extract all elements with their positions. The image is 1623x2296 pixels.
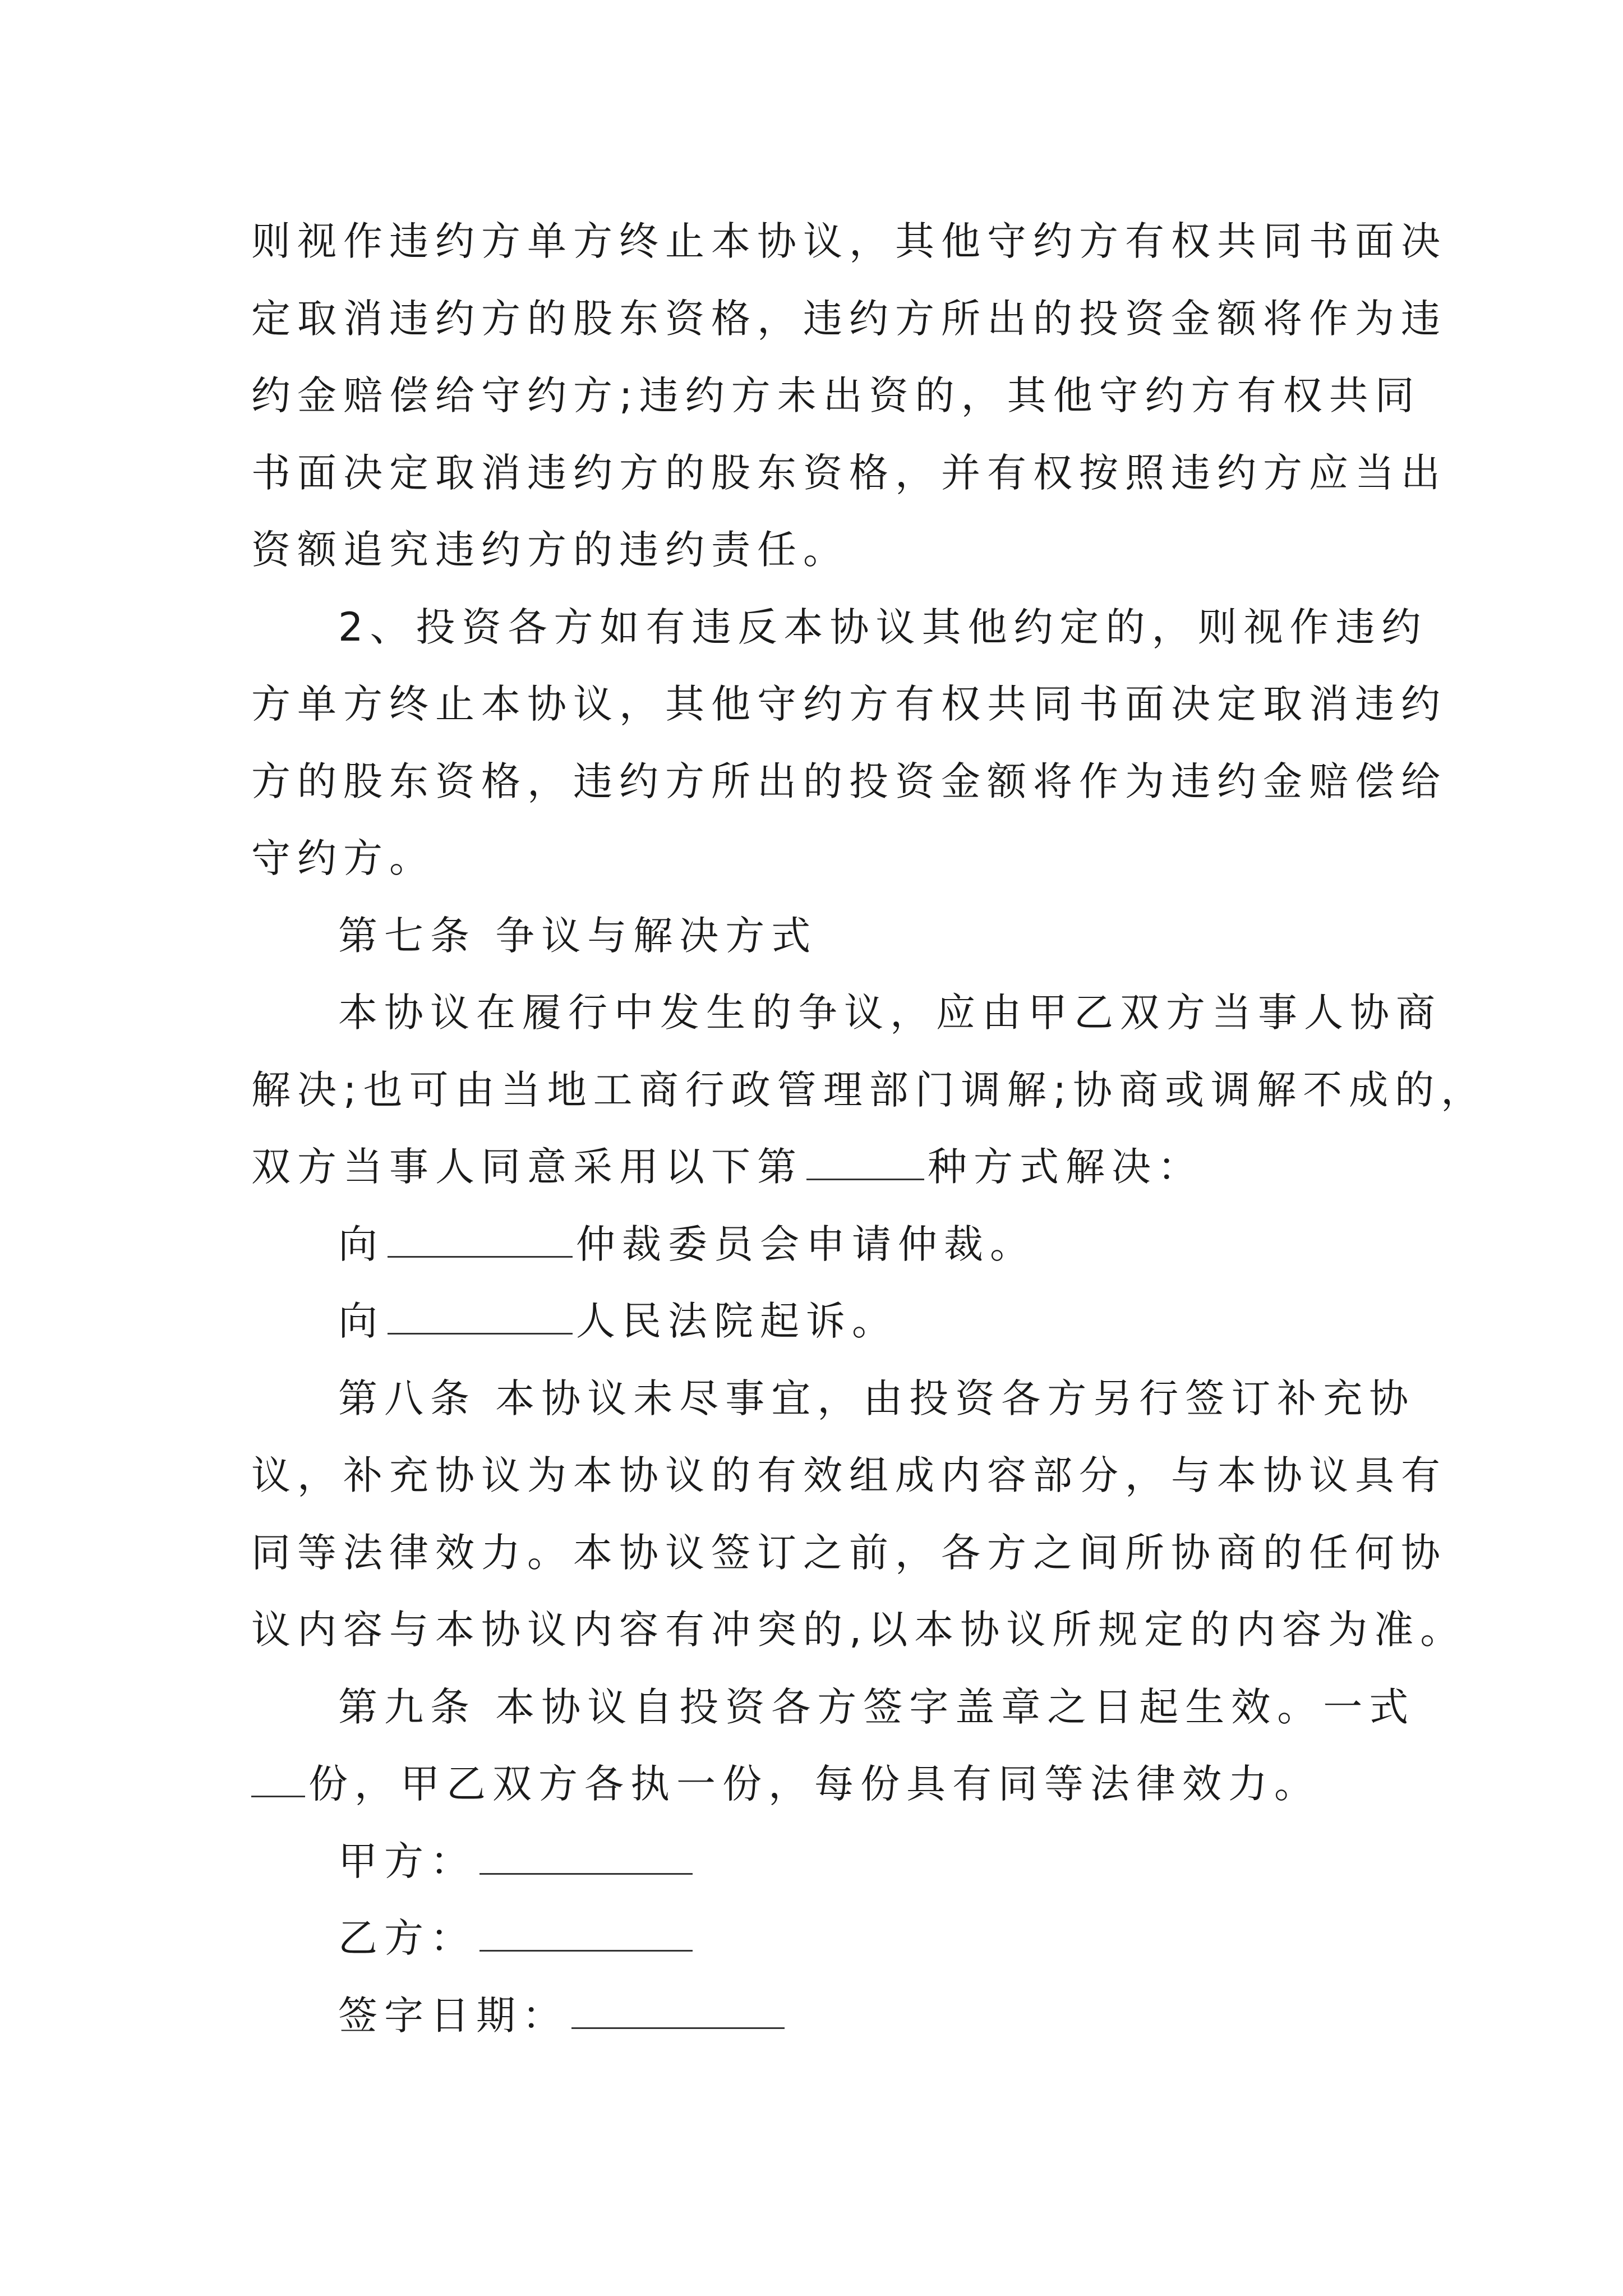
article-heading: 第七条 争议与解决方式 [338,913,818,959]
sign-date-blank[interactable] [571,1995,785,2029]
party-a-label: 甲方： [338,1838,476,1884]
choice-blank[interactable] [806,1146,924,1180]
paragraph-line: 书面决定取消违约方的股东资格，并有权按照违约方应当出 [251,450,1447,496]
sign-date-label: 签字日期： [338,1993,568,2039]
paragraph-line: 资额追究违约方的违约责任。 [251,527,849,573]
paragraph-line: 第八条 本协议未尽事宜，由投资各方另行签订补充协 [338,1375,1415,1421]
court-blank[interactable] [388,1300,573,1335]
party-a-line [338,1833,696,1889]
option-text-after: 仲裁委员会申请仲裁。 [576,1221,1036,1267]
paragraph-line: 同等法律效力。本协议签订之前，各方之间所协商的任何协 [251,1530,1447,1576]
party-b-signature-blank[interactable] [479,1917,693,1952]
paragraph-line: 第九条 本协议自投资各方签字盖章之日起生效。一式 [338,1684,1415,1730]
paragraph-line: 解决;也可由当地工商行政管理部门调解;协商或调解不成的， [251,1067,1487,1113]
party-b-label: 乙方： [338,1915,476,1961]
paragraph-line: 方的股东资格，违约方所出的投资金额将作为违约金赔偿给 [251,758,1447,804]
paragraph-line: 方单方终止本协议，其他守约方有权共同书面决定取消违约 [251,681,1447,727]
option-text-before: 向 [338,1298,384,1344]
option-arbitration [338,1216,1036,1272]
paragraph-line: 守约方。 [251,835,435,881]
paragraph-line: 议内容与本协议内容有冲突的,以本协议所规定的内容为准。 [251,1607,1467,1653]
paragraph-line: 约金赔偿给守约方;违约方未出资的，其他守约方有权共同 [251,372,1421,418]
paragraph-line: 本协议在履行中发生的争议，应由甲乙双方当事人协商 [338,990,1442,1036]
arbitration-committee-blank[interactable] [388,1223,573,1258]
option-text-before: 向 [338,1221,384,1267]
choice-text-before: 双方当事人同意采用以下第 [251,1144,803,1190]
sign-date-line [338,1987,788,2044]
copies-line [251,1756,1320,1812]
party-a-signature-blank[interactable] [479,1841,693,1875]
copies-text: 份，甲乙双方各执一份，每份具有同等法律效力。 [308,1761,1320,1807]
paragraph-line: 定取消违约方的股东资格，违约方所出的投资金额将作为违 [251,296,1447,342]
option-court [338,1293,898,1349]
party-b-line [338,1910,696,1966]
paragraph-line: 则视作违约方单方终止本协议，其他守约方有权共同书面决 [251,218,1447,264]
paragraph-line: 议，补充协议为本协议的有效组成内容部分，与本协议具有 [251,1452,1447,1498]
paragraph-line: 2、投资各方如有违反本协议其他约定的，则视作违约 [338,604,1428,650]
choice-line [251,1139,1204,1195]
option-text-after: 人民法院起诉。 [576,1298,898,1344]
choice-text-after: 种方式解决： [928,1144,1204,1190]
copies-count-blank[interactable] [251,1763,305,1797]
